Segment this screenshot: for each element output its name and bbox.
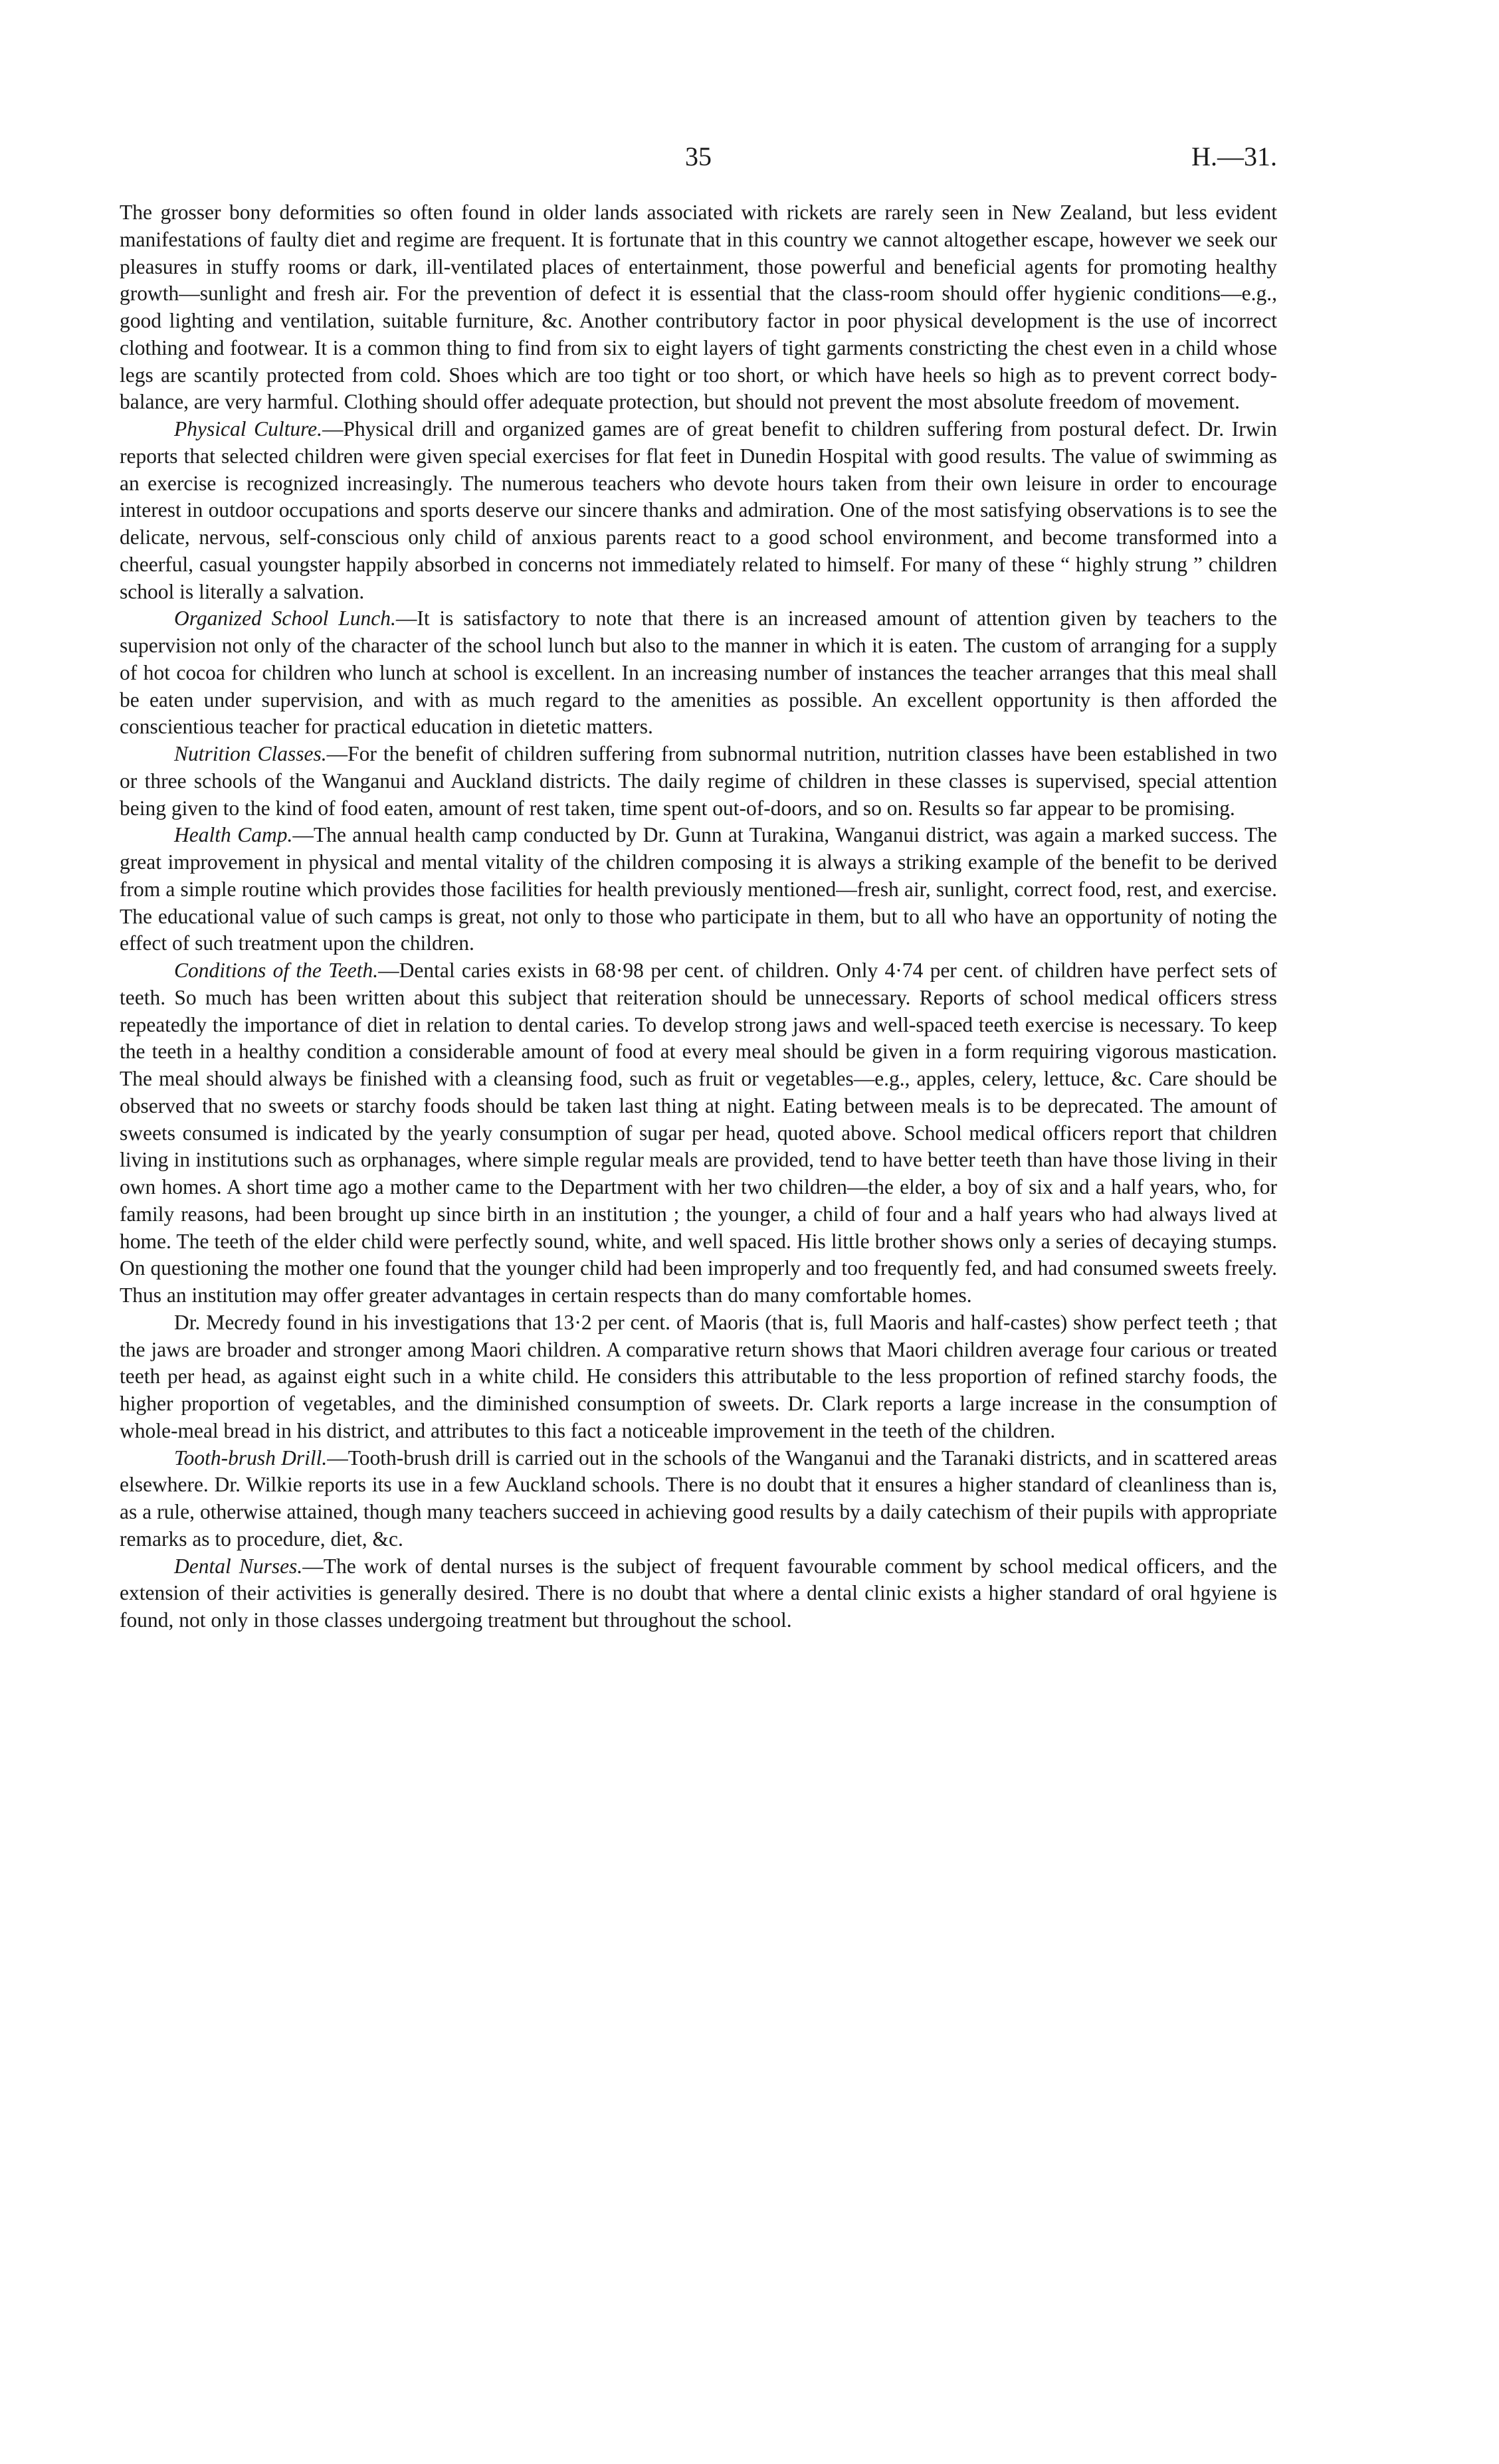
section-heading: Health Camp. [174,823,293,847]
paragraph-text: —For the benefit of children suffering from subnormal nutrition, nutrition classes have been established in two or three schools of the Wanganui and Auckland districts. The daily regime of children in these classes is supervised, special attention being given to the kind of food eaten, amount of rest taken, time spent out-of-doors, and so on. Results so far appear to be promising. [120,742,1278,820]
document-reference: H.—31. [1191,142,1277,171]
paragraph [120,1309,1277,1445]
paragraph [120,199,1277,416]
section-heading: Dental Nurses. [174,1554,303,1578]
paragraph-text: —The work of dental nurses is the subject of frequent favourable comment by school medical officers, and the extension of their activities is generally desired. There is no doubt that where a dental clinic exists a higher standard of oral hgyiene is found, not only in those classes undergoing treatment but throughout the school. [120,1554,1277,1632]
page-number: 35 [685,142,712,171]
paragraph-text: —The annual health camp conducted by Dr. Gunn at Turakina, Wanganui district, was again a marked success. The great improvement in physical and mental vitality of the children composing it is always a striking example of the benefit to be derived from a simple routine which provides those facilities for health previously mentioned—fresh air, sunlight, correct food, rest, and exercise. The educational value of such camps is great, not only to those who participate in them, but to all who have an opportunity of noting the effect of such treatment upon the children. [120,823,1277,955]
section-heading: Nutrition Classes. [174,742,327,765]
section-heading: Physical Culture. [174,417,323,440]
paragraph [120,1553,1277,1634]
paragraph [120,1445,1277,1553]
section-heading: Tooth-brush Drill. [174,1446,328,1469]
paragraph-text: —Dental caries exists in 68·98 per cent. of children. Only 4·74 per cent. of children have perfect sets of teeth. So much has been written about this subject that reiteration should be unnecessary. Reports of school medical officers stress repeatedly the importance of diet in relation to dental caries. To develop strong jaws and well-spaced teeth exercise is necessary. To keep the teeth in a healthy condition a considerable amount of food at every meal should be given in a form requiring vigorous mastication. The meal should always be finished with a cleansing food, such as fruit or vegetables—e.g., apples, celery, lettuce, &c. Care should be observed that no sweets or starchy foods should be taken last thing at night. Eating between meals is to be deprecated. The amount of sweets consumed is indicated by the yearly consumption of sugar per head, quoted above. School medical officers report that children living in institutions such as orphanages, where simple regular meals are provided, tend to have better teeth than have those living in their own homes. A short time ago a mother came to the Department with her two children—the elder, a boy of six and a half years, who, for family reasons, had been brought up since birth in an institution ; the younger, a child of four and a half years who had always lived at home. The teeth of the elder child were perfectly sound, white, and well spaced. His little brother shows only a series of decaying stumps. On questioning the mother one found that the younger child had been improperly and too frequently fed, and had consumed sweets freely. Thus an institution may offer greater advantages in certain respects than do many comfortable homes. [120,959,1277,1307]
paragraph [120,822,1277,957]
paragraph [120,605,1277,741]
page-header [120,141,1277,181]
paragraph-text: —Tooth-brush drill is carried out in the schools of the Wanganui and the Taranaki districts, and in scattered areas elsewhere. Dr. Wilkie reports its use in a few Auckland schools. There is no doubt that it ensures a higher standard of cleanliness than is, as a rule, otherwise attained, though many teachers succeed in achieving good results by a daily catechism of their pupils with appropriate remarks as to procedure, diet, &c. [120,1446,1277,1551]
paragraph [120,957,1277,1309]
paragraph-text: The grosser bony deformities so often found in older lands associated with rickets are rarely seen in New Zealand, but less evident manifestations of faulty diet and regime are frequent. It is fortunate that in this country we cannot altogether escape, however we seek our pleasures in stuffy rooms or dark, ill-ventilated places of entertainment, those powerful and beneficial agents for promoting healthy growth—sunlight and fresh air. For the prevention of defect it is essential that the class-room should offer hygienic conditions—e.g., good lighting and ventilation, suitable furniture, &c. Another contributory factor in poor physical development is the use of incorrect clothing and footwear. It is a common thing to find from six to eight layers of tight garments constricting the chest even in a child whose legs are scantily protected from cold. Shoes which are too tight or too short, or which have heels so high as to prevent correct body-balance, are very harmful. Clothing should offer adequate protection, but should not prevent the most absolute freedom of movement. [120,201,1277,414]
paragraph [120,416,1277,605]
paragraph-text: Dr. Mecredy found in his investigations that 13·2 per cent. of Maoris (that is, full Maoris and half-castes) show perfect teeth ; that the jaws are broader and stronger among Maori children. A comparative return shows that Maori children average four carious or treated teeth per head, as against eight such in a white child. He considers this attributable to the less proportion of refined starchy foods, the higher proportion of vegetables, and the diminished consumption of sweets. Dr. Clark reports a large increase in the consumption of whole-meal bread in his district, and attributes to this fact a noticeable improvement in the teeth of the children. [120,1310,1277,1442]
section-heading: Organized School Lunch. [174,607,396,630]
body-text [120,199,1277,1634]
paragraph-text: —It is satisfactory to note that there is an increased amount of attention given by teachers to the supervision not only of the character of the school lunch but also to the manner in which it is eaten. The custom of arranging for a supply of hot cocoa for children who lunch at school is excellent. In an increasing number of instances the teacher arranges that this meal shall be eaten under supervision, and with as much regard to the amenities as possible. An excellent opportunity is then afforded the conscientious teacher for practical education in dietetic matters. [120,607,1278,739]
paragraph-text: —Physical drill and organized games are of great benefit to children suffering from postural defect. Dr. Irwin reports that selected children were given special exercises for flat feet in Dunedin Hospital with good results. The value of swimming as an exercise is recognized increasingly. The numerous teachers who devote hours taken from their own leisure in order to encourage interest in outdoor occupations and sports deserve our sincere thanks and admiration. One of the most satisfying observations is to see the delicate, nervous, self-conscious only child of anxious parents react to a good school environment, and become transformed into a cheerful, casual youngster happily absorbed in concerns not immediately related to himself. For many of these “ highly strung ” children school is literally a salvation. [120,417,1277,603]
section-heading: Conditions of the Teeth. [174,959,379,982]
paragraph [120,741,1277,822]
